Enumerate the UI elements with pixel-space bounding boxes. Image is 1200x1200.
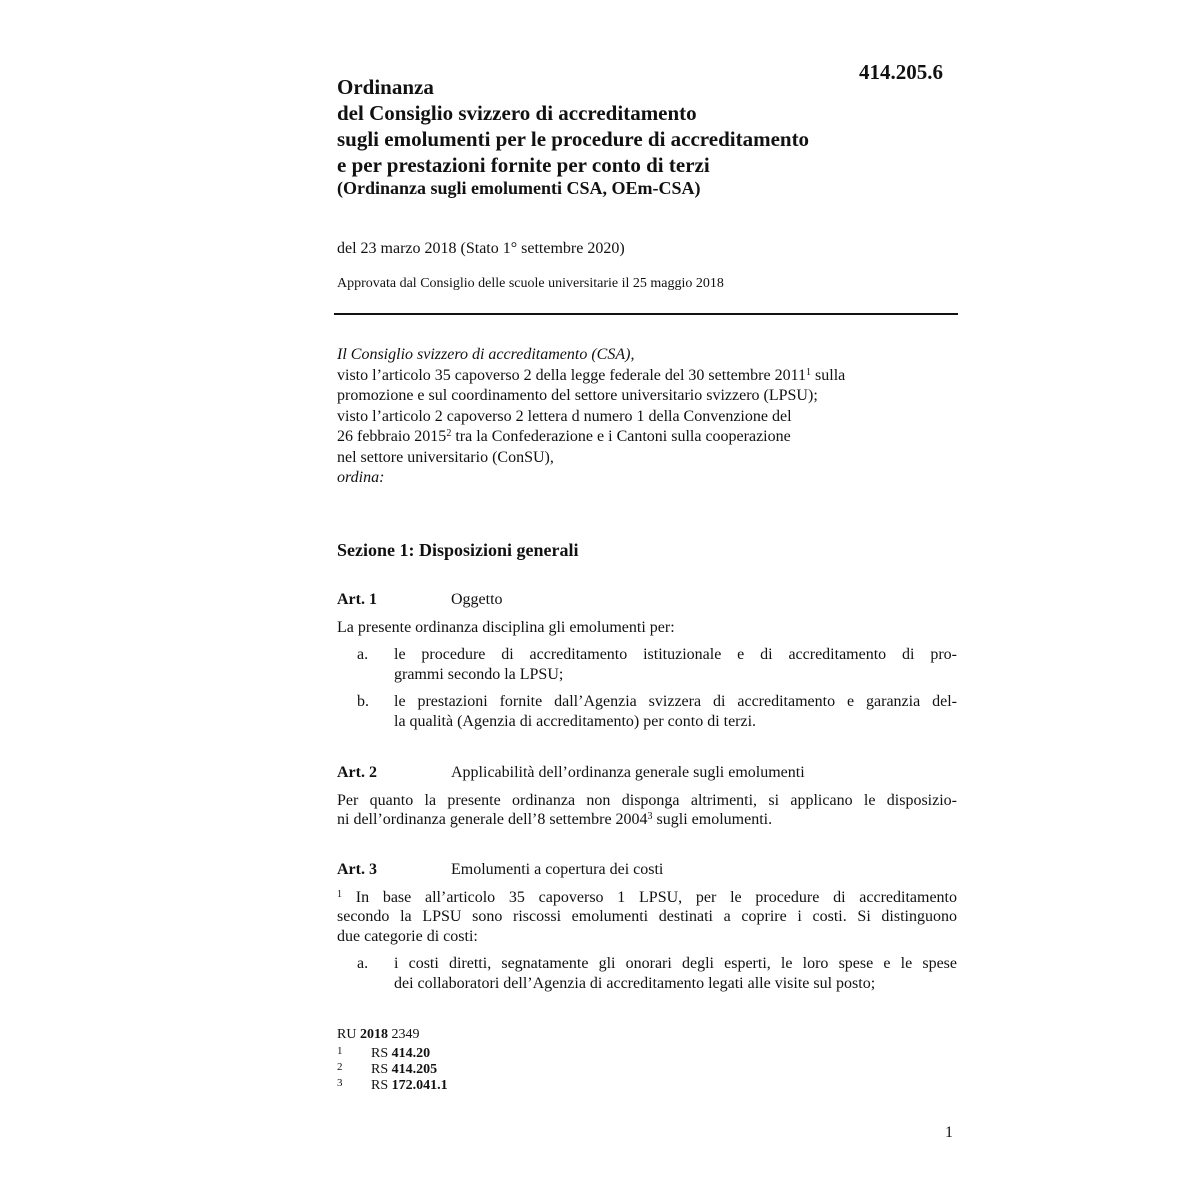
list-item-line: dei collaboratori dell’Agenzia di accreditamento legati alle visite sul posto; — [394, 974, 876, 992]
list-item-line: la qualità (Agenzia di accreditamento) per conto di terzi. — [394, 712, 757, 730]
approval-note: Approvata dal Consiglio delle scuole universitarie il 25 maggio 2018 — [337, 276, 724, 291]
article-title: Applicabilità dell’ordinanza generale sugli emolumenti — [451, 764, 805, 781]
article-number: Art. 2 — [337, 764, 377, 781]
article-1 — [337, 590, 957, 739]
preamble-line: 26 febbraio 2015$^2$ tra la Confederazione e i Cantoni sulla cooperazione — [337, 428, 791, 445]
short-title: (Ordinanza sugli emolumenti CSA, OEm-CSA) — [337, 178, 701, 198]
article-number: Art. 1 — [337, 591, 377, 608]
list-item-label: b. — [357, 693, 369, 710]
list-item — [337, 954, 957, 993]
footnote-number: 3 — [337, 1077, 343, 1089]
footnote-ref[interactable]: 414.205 — [391, 1062, 438, 1077]
article-text-line: $^1$ In base all’articolo 35 capoverso 1 LPSU, per le procedure di accreditamento — [337, 888, 957, 906]
preamble-decree: ordina: — [337, 469, 385, 486]
article-intro: La presente ordinanza disciplina gli emolumenti per: — [337, 618, 675, 636]
article-title: Emolumenti a copertura dei costi — [451, 861, 664, 878]
section-heading: Sezione 1: Disposizioni generali — [337, 540, 579, 560]
footnote-ref[interactable]: 172.041.1 — [391, 1078, 448, 1093]
footnote-ref-3[interactable]: 3 — [647, 811, 653, 822]
title-line: sugli emolumenti per le procedure di accreditamento — [337, 127, 810, 151]
preamble — [337, 345, 957, 489]
list-item-label: a. — [357, 955, 369, 972]
document-date: del 23 marzo 2018 (Stato 1° settembre 2020) — [337, 240, 625, 257]
article-text-line: ni dell’ordinanza generale dell’8 settembre 2004$^3$ sugli emolumenti. — [337, 811, 773, 828]
footer — [337, 1027, 448, 1094]
page-number: 1 — [945, 1124, 953, 1141]
footnote-number: 1 — [337, 1045, 343, 1057]
footnote-ref-1[interactable]: 1 — [806, 366, 812, 378]
article-2 — [337, 763, 957, 830]
list-item-line: le procedure di accreditamento istituzionale e di accreditamento di pro- — [394, 646, 957, 663]
list-item-label: a. — [357, 646, 369, 663]
article-text-line: due categorie di costi: — [337, 927, 478, 945]
sr-number: 414.205.6 — [859, 60, 943, 84]
document-title — [337, 74, 957, 178]
title-line: del Consiglio svizzero di accreditamento — [337, 101, 697, 125]
list-item-line: le prestazioni fornite dall’Agenzia svizzera di accreditamento e garanzia del- — [394, 693, 957, 710]
list-item — [337, 692, 957, 731]
paragraph-number: 1 — [337, 888, 342, 900]
article-text-line: Per quanto la presente ordinanza non disponga altrimenti, si applicano le disposizio- — [337, 791, 957, 809]
article-text-line: secondo la LPSU sono riscossi emolumenti destinati a coprire i costi. Si distinguono — [337, 908, 957, 925]
list-item-line: i costi diretti, segnatamente gli onorari degli esperti, le loro spese e le spese — [394, 955, 957, 972]
article-heading — [337, 590, 957, 610]
header-divider — [334, 313, 958, 315]
ru-reference: RU 2018 2349 — [337, 1027, 420, 1042]
footnote-ref-2[interactable]: 2 — [446, 428, 452, 439]
article-heading — [337, 860, 957, 880]
preamble-line: visto l’articolo 2 capoverso 2 lettera d numero 1 della Convenzione del — [337, 407, 792, 425]
article-list — [337, 645, 957, 731]
list-item — [337, 645, 957, 684]
footnote: 3 RS 172.041.1 — [337, 1077, 448, 1093]
article-list — [337, 954, 957, 993]
preamble-line: visto l’articolo 35 capoverso 2 della legge federale del 30 settembre 2011$^1$ sulla — [337, 366, 846, 384]
footnote: 2 RS 414.205 — [337, 1061, 438, 1077]
footnote-ref[interactable]: 414.20 — [391, 1046, 431, 1061]
footnote-number: 2 — [337, 1061, 343, 1073]
article-heading — [337, 763, 957, 783]
preamble-line: promozione e sul coordinamento del settore universitario svizzero (LPSU); — [337, 387, 818, 404]
list-item-line: grammi secondo la LPSU; — [394, 665, 564, 683]
title-line: e per prestazioni fornite per conto di terzi — [337, 153, 710, 177]
title-line: Ordinanza — [337, 75, 434, 99]
footnote: 1 RS 414.20 — [337, 1045, 431, 1061]
article-3 — [337, 860, 957, 1001]
article-title: Oggetto — [451, 591, 503, 608]
article-number: Art. 3 — [337, 861, 377, 878]
preamble-authority: Il Consiglio svizzero di accreditamento (CSA), — [337, 346, 635, 363]
preamble-line: nel settore universitario (ConSU), — [337, 448, 554, 466]
